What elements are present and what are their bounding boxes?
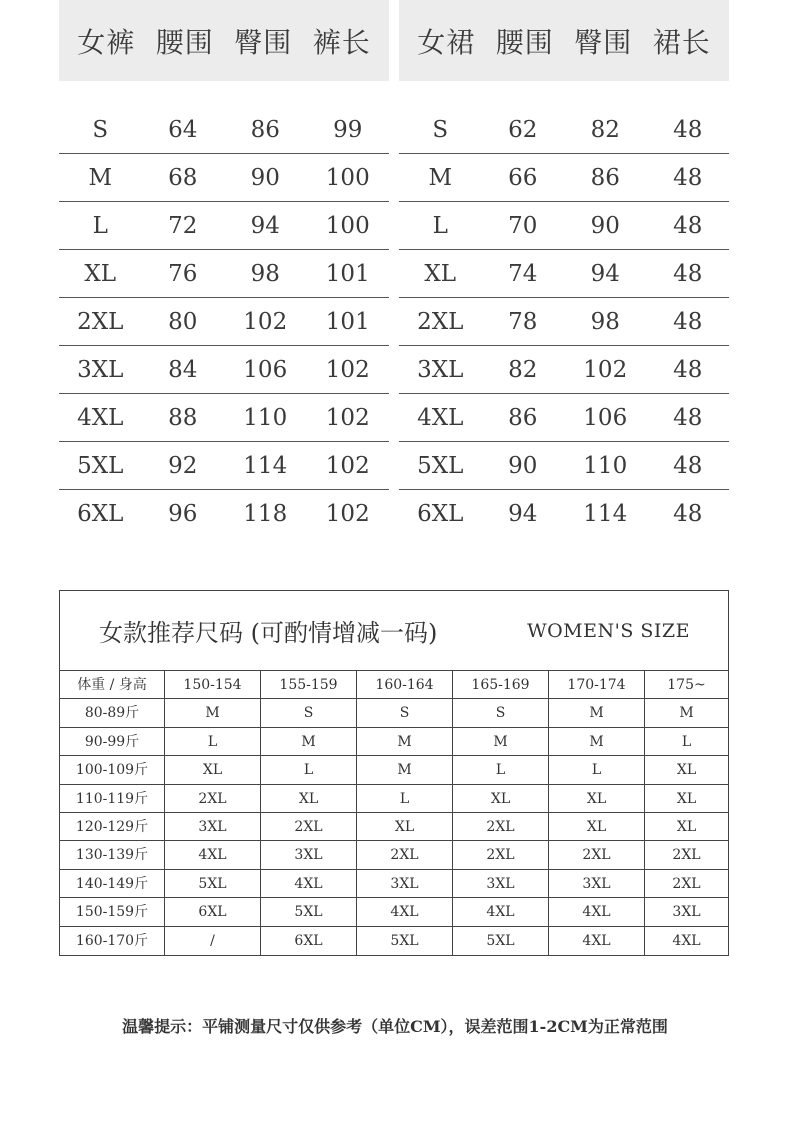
grid-header-cell: 160-164 xyxy=(357,671,453,699)
table-cell: 102 xyxy=(583,356,628,383)
table-cell: 3XL xyxy=(417,356,464,383)
size-cell: 4XL xyxy=(165,841,261,869)
table-cell: 4XL xyxy=(77,404,124,431)
table-cell: S xyxy=(432,116,449,143)
size-cell: 2XL xyxy=(261,813,357,841)
size-cell: 3XL xyxy=(261,841,357,869)
size-cell: 3XL xyxy=(165,813,261,841)
size-cell: 2XL xyxy=(645,870,728,898)
table-row xyxy=(399,298,729,346)
recommended-title-bar xyxy=(60,591,728,671)
header-cell: 腰围 xyxy=(155,25,214,59)
table-cell: 102 xyxy=(325,501,370,527)
recommended-grid xyxy=(60,671,728,955)
size-cell: M xyxy=(549,699,645,727)
header-cell: 女裤 xyxy=(77,25,136,59)
table-cell: 110 xyxy=(243,404,288,431)
size-cell: S xyxy=(453,699,549,727)
header-cell: 腰围 xyxy=(495,25,554,59)
table-cell: 82 xyxy=(508,356,538,383)
header-cell: 臀围 xyxy=(234,25,293,59)
table-cell: 92 xyxy=(168,452,198,479)
grid-header-cell: 175~ xyxy=(645,671,728,699)
size-cell: M xyxy=(549,728,645,756)
size-cell: 2XL xyxy=(453,841,549,869)
table-cell: 5XL xyxy=(417,452,464,479)
table-cell: 4XL xyxy=(417,404,464,431)
recommended-title: 女款推荐尺码 (可酌情增减一码) xyxy=(99,619,438,647)
table-cell: 118 xyxy=(243,501,288,527)
table-cell: 48 xyxy=(673,404,703,431)
table-row xyxy=(59,154,389,202)
weight-range-cell: 120-129斤 xyxy=(60,813,165,841)
table-cell: 78 xyxy=(508,308,538,335)
size-cell: 5XL xyxy=(357,927,453,955)
table-cell: 48 xyxy=(673,308,703,335)
table-cell: 94 xyxy=(250,212,280,239)
size-cell: 2XL xyxy=(453,813,549,841)
size-cell: 4XL xyxy=(672,932,701,949)
table-row xyxy=(59,346,389,394)
weight-range-cell: 160-170斤 xyxy=(60,927,165,955)
size-cell: L xyxy=(261,756,357,784)
table-cell: 84 xyxy=(168,356,198,383)
size-cell: S xyxy=(261,699,357,727)
size-cell: XL xyxy=(645,785,728,813)
size-cell: L xyxy=(453,756,549,784)
table-cell: 48 xyxy=(673,212,703,239)
size-cell: 3XL xyxy=(549,870,645,898)
table-cell: 62 xyxy=(508,116,538,143)
table-cell: 3XL xyxy=(77,356,124,383)
table-cell: 114 xyxy=(243,452,288,479)
header-cell: 裤长 xyxy=(312,25,371,59)
size-cell: 4XL xyxy=(549,898,645,926)
header-cell: 女裙 xyxy=(417,25,476,59)
size-cell: M xyxy=(453,728,549,756)
size-cell: XL xyxy=(645,813,728,841)
table-cell: 106 xyxy=(243,356,288,383)
weight-range-cell: 150-159斤 xyxy=(60,898,165,926)
pants-table-body xyxy=(59,106,389,538)
table-cell: 90 xyxy=(508,452,538,479)
size-cell: 5XL xyxy=(165,870,261,898)
table-row xyxy=(399,394,729,442)
table-cell: 100 xyxy=(325,212,370,239)
table-cell: 82 xyxy=(590,116,620,143)
pants-table-header xyxy=(59,0,389,81)
table-cell: 48 xyxy=(673,116,703,143)
size-cell: 2XL xyxy=(645,841,728,869)
table-cell: 98 xyxy=(250,260,280,287)
table-cell: L xyxy=(92,212,108,239)
table-cell: 114 xyxy=(583,501,628,527)
table-row xyxy=(399,202,729,250)
size-cell: XL xyxy=(549,785,645,813)
size-cell: M xyxy=(357,756,453,784)
table-row xyxy=(399,106,729,154)
size-cell: L xyxy=(357,785,453,813)
table-cell: 64 xyxy=(168,116,198,143)
table-cell: 102 xyxy=(243,308,288,335)
weight-range-cell: 80-89斤 xyxy=(60,699,165,727)
table-row xyxy=(59,442,389,490)
table-cell: 100 xyxy=(325,164,370,191)
table-cell: 48 xyxy=(673,260,703,287)
table-cell: 106 xyxy=(583,404,628,431)
table-cell: 86 xyxy=(508,404,538,431)
table-cell: 99 xyxy=(333,116,363,143)
table-cell: 5XL xyxy=(77,452,124,479)
table-cell: 86 xyxy=(590,164,620,191)
size-cell: 5XL xyxy=(261,898,357,926)
table-row xyxy=(399,490,729,538)
table-cell: M xyxy=(88,164,113,191)
table-cell: 86 xyxy=(250,116,280,143)
table-cell: 101 xyxy=(325,308,370,335)
table-cell: 101 xyxy=(325,260,370,287)
grid-header-cell: 170-174 xyxy=(549,671,645,699)
size-cell: 6XL xyxy=(165,898,261,926)
table-cell: 74 xyxy=(508,260,538,287)
table-cell: 48 xyxy=(673,452,703,479)
size-cell: 4XL xyxy=(549,927,645,955)
header-cell: 裙长 xyxy=(652,25,711,59)
size-cell: M xyxy=(357,728,453,756)
size-cell: 3XL xyxy=(357,870,453,898)
table-cell: 102 xyxy=(325,452,370,479)
size-cell: / xyxy=(165,927,261,955)
pants-size-table xyxy=(59,0,389,538)
table-cell: M xyxy=(428,164,453,191)
table-cell: 6XL xyxy=(77,501,124,527)
table-row xyxy=(399,346,729,394)
table-cell: 94 xyxy=(590,260,620,287)
table-cell: 72 xyxy=(168,212,198,239)
table-cell: 90 xyxy=(590,212,620,239)
grid-header-cell: 165-169 xyxy=(453,671,549,699)
table-cell: 96 xyxy=(168,501,198,527)
size-cell: 3XL xyxy=(645,898,728,926)
size-cell: L xyxy=(549,756,645,784)
table-cell: 90 xyxy=(250,164,280,191)
size-cell: L xyxy=(645,728,728,756)
size-cell: S xyxy=(357,699,453,727)
table-cell: 68 xyxy=(168,164,198,191)
table-row xyxy=(59,394,389,442)
size-cell: 2XL xyxy=(165,785,261,813)
size-cell: XL xyxy=(261,785,357,813)
grid-header-cell: 150-154 xyxy=(165,671,261,699)
size-cell: XL xyxy=(165,756,261,784)
size-cell: 2XL xyxy=(357,841,453,869)
table-row xyxy=(59,202,389,250)
table-cell: 76 xyxy=(168,260,198,287)
table-cell: 48 xyxy=(673,164,703,191)
table-cell: 80 xyxy=(168,308,198,335)
table-cell: 110 xyxy=(583,452,628,479)
grid-header-cell: 155-159 xyxy=(261,671,357,699)
table-cell: 2XL xyxy=(417,308,464,335)
table-cell: 2XL xyxy=(77,308,124,335)
table-row xyxy=(59,490,389,538)
table-row xyxy=(399,250,729,298)
size-cell: XL xyxy=(357,813,453,841)
table-cell: S xyxy=(92,116,109,143)
skirt-size-table xyxy=(399,0,729,538)
size-cell: 4XL xyxy=(453,898,549,926)
skirt-table-body xyxy=(399,106,729,538)
size-cell: 3XL xyxy=(453,870,549,898)
table-row xyxy=(59,250,389,298)
table-cell: XL xyxy=(84,260,117,287)
size-cell: M xyxy=(645,699,728,727)
table-cell: L xyxy=(432,212,448,239)
table-cell: 88 xyxy=(168,404,198,431)
table-cell: 102 xyxy=(325,356,370,383)
size-cell: M xyxy=(261,728,357,756)
skirt-table-header xyxy=(399,0,729,81)
size-cell: 5XL xyxy=(453,927,549,955)
table-cell: 48 xyxy=(673,356,703,383)
size-cell: XL xyxy=(549,813,645,841)
measurement-tip: 温馨提示：平铺测量尺寸仅供参考（单位CM），误差范围1-2CM为正常范围 xyxy=(122,1017,668,1036)
recommended-size-table xyxy=(59,590,729,956)
header-cell: 臀围 xyxy=(574,25,633,59)
size-cell: L xyxy=(165,728,261,756)
table-cell: 48 xyxy=(673,501,703,527)
size-cell: 4XL xyxy=(357,898,453,926)
weight-range-cell: 140-149斤 xyxy=(60,870,165,898)
grid-header-cell: 体重 / 身高 xyxy=(60,671,165,699)
size-cell: XL xyxy=(453,785,549,813)
size-cell: M xyxy=(165,699,261,727)
weight-range-cell: 130-139斤 xyxy=(60,841,165,869)
size-cell: XL xyxy=(645,756,728,784)
table-cell: 98 xyxy=(590,308,620,335)
size-cell: 6XL xyxy=(261,927,357,955)
womens-size-label: WOMEN'S SIZE xyxy=(527,619,690,642)
table-cell: 6XL xyxy=(417,501,464,527)
table-cell: 66 xyxy=(508,164,538,191)
weight-range-cell: 110-119斤 xyxy=(60,785,165,813)
weight-range-cell: 90-99斤 xyxy=(60,728,165,756)
size-cell: 2XL xyxy=(549,841,645,869)
table-cell: 94 xyxy=(508,501,538,527)
table-row xyxy=(59,298,389,346)
table-cell: 70 xyxy=(508,212,538,239)
table-row xyxy=(399,154,729,202)
size-cell: 4XL xyxy=(261,870,357,898)
table-row xyxy=(59,106,389,154)
table-cell: XL xyxy=(424,260,457,287)
table-row xyxy=(399,442,729,490)
weight-range-cell: 100-109斤 xyxy=(60,756,165,784)
table-cell: 102 xyxy=(325,404,370,431)
